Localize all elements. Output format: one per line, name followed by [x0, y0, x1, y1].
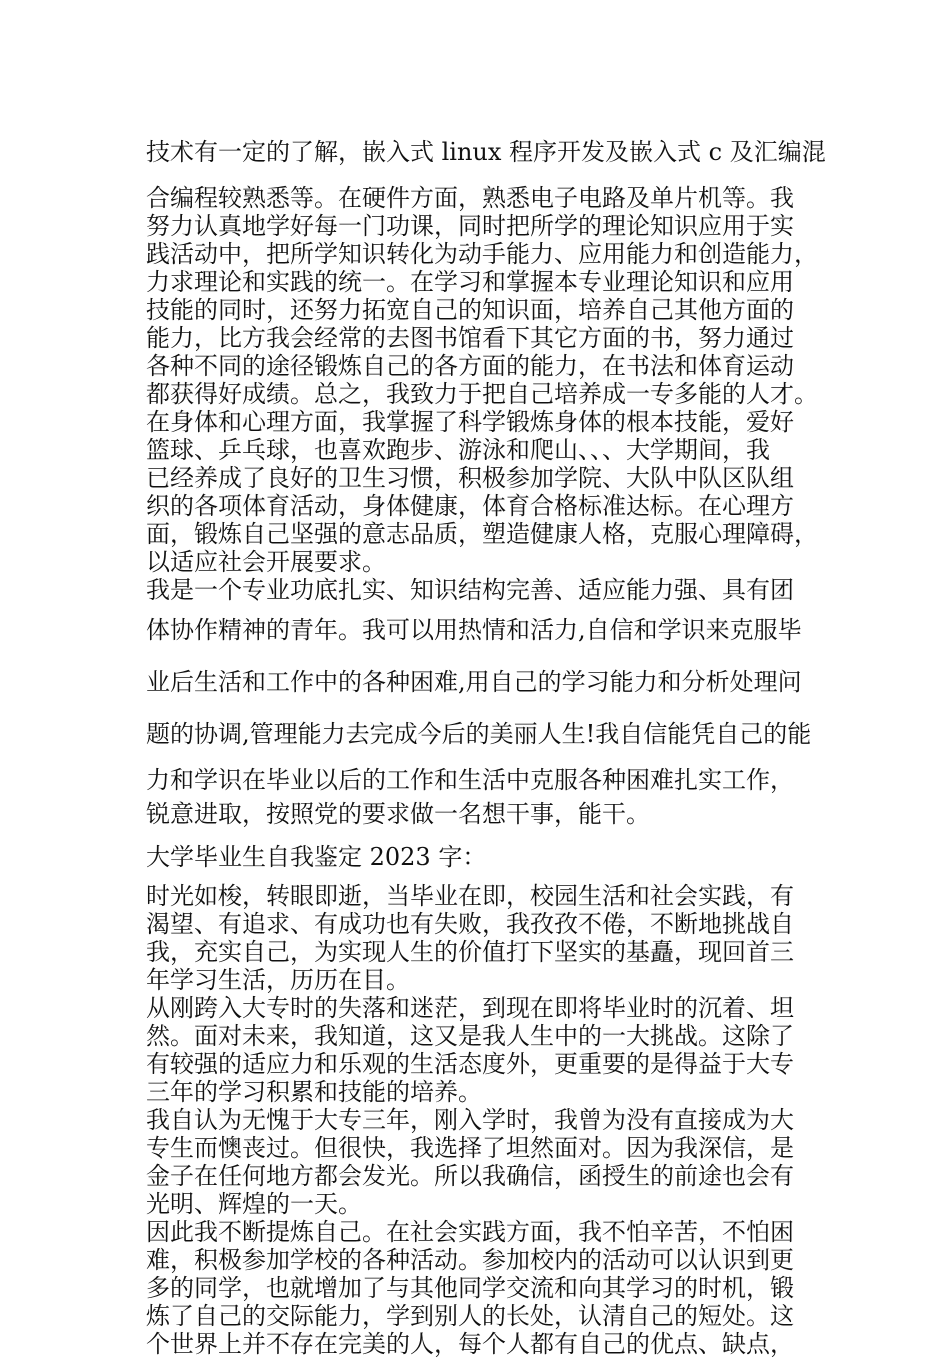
body-text-line: 然。面对未来，我知道，这又是我人生中的一大挑战。这除了 — [146, 1022, 794, 1050]
body-text-line: 技能的同时，还努力拓宽自己的知识面，培养自己其他方面的 — [146, 296, 794, 324]
body-text-line: 我是一个专业功底扎实、知识结构完善、适应能力强、具有团 — [146, 576, 794, 604]
body-text-line: 织的各项体育活动，身体健康，体育合格标准达标。在心理方 — [146, 492, 794, 520]
body-text-line: 以适应社会开展要求。 — [146, 548, 386, 576]
body-text-line: 个世界上并不存在完美的人，每个人都有自己的优点、缺点， — [146, 1330, 794, 1358]
body-text-line: 在身体和心理方面，我掌握了科学锻炼身体的根本技能，爱好 — [146, 408, 794, 436]
body-text-line: 因此我不断提炼自己。在社会实践方面，我不怕辛苦，不怕困 — [146, 1218, 794, 1246]
body-text-line: 多的同学，也就增加了与其他同学交流和向其学习的时机，锻 — [146, 1274, 794, 1302]
body-text-line: 篮球、乒乓球，也喜欢跑步、游泳和爬山、、、大学期间，我 — [146, 436, 770, 464]
body-text-line: 从刚跨入大专时的失落和迷茫，到现在即将毕业时的沉着、坦 — [146, 994, 794, 1022]
section-heading: 大学毕业生自我鉴定 2023 字： — [146, 843, 487, 871]
body-text-line: 践活动中，把所学知识转化为动手能力、应用能力和创造能力， — [146, 240, 818, 268]
body-text-line: 已经养成了良好的卫生习惯，积极参加学院、大队中队区队组 — [146, 464, 794, 492]
body-text-line: 努力认真地学好每一门功课，同时把所学的理论知识应用于实 — [146, 212, 794, 240]
body-text-line: 题的协调,管理能力去完成今后的美丽人生!我自信能凭自己的能 — [146, 720, 812, 748]
body-text-line: 锐意进取，按照党的要求做一名想干事，能干。 — [146, 800, 650, 828]
body-text-line: 年学习生活，历历在目。 — [146, 966, 410, 994]
body-text-line: 炼了自己的交际能力，学到别人的长处，认清自己的短处。这 — [146, 1302, 794, 1330]
body-text-line: 难，积极参加学校的各种活动。参加校内的活动可以认识到更 — [146, 1246, 794, 1274]
body-text-line: 金子在任何地方都会发光。所以我确信，函授生的前途也会有 — [146, 1162, 794, 1190]
body-text-line: 业后生活和工作中的各种困难,用自己的学习能力和分析处理问 — [146, 668, 802, 696]
document-body — [146, 132, 836, 1358]
body-text-line: 三年的学习积累和技能的培养。 — [146, 1078, 482, 1106]
body-text-line: 能力，比方我会经常的去图书馆看下其它方面的书，努力通过 — [146, 324, 794, 352]
body-text-line: 我自认为无愧于大专三年，刚入学时，我曾为没有直接成为大 — [146, 1106, 794, 1134]
body-text-line: 力和学识在毕业以后的工作和生活中克服各种困难扎实工作， — [146, 766, 794, 794]
body-text-line: 力求理论和实践的统一。在学习和掌握本专业理论知识和应用 — [146, 268, 794, 296]
body-text-line: 有较强的适应力和乐观的生活态度外，更重要的是得益于大专 — [146, 1050, 794, 1078]
body-text-line: 合编程较熟悉等。在硬件方面，熟悉电子电路及单片机等。我 — [146, 184, 794, 212]
body-text-line: 技术有一定的了解，嵌入式 linux 程序开发及嵌入式 c 及汇编混 — [146, 138, 826, 166]
body-text-line: 各种不同的途径锻炼自己的各方面的能力，在书法和体育运动 — [146, 352, 794, 380]
body-text-line: 专生而懊丧过。但很快，我选择了坦然面对。因为我深信，是 — [146, 1134, 794, 1162]
body-text-line: 体协作精神的青年。我可以用热情和活力,自信和学识来克服毕 — [146, 616, 802, 644]
body-text-line: 光明、辉煌的一天。 — [146, 1190, 362, 1218]
body-text-line: 我，充实自己，为实现人生的价值打下坚实的基矗，现回首三 — [146, 938, 794, 966]
body-text-line: 时光如梭，转眼即逝，当毕业在即，校园生活和社会实践，有 — [146, 882, 794, 910]
body-text-line: 面，锻炼自己坚强的意志品质，塑造健康人格，克服心理障碍， — [146, 520, 818, 548]
body-text-line: 渴望、有追求、有成功也有失败，我孜孜不倦，不断地挑战自 — [146, 910, 794, 938]
body-text-line: 都获得好成绩。总之，我致力于把自己培养成一专多能的人才。 — [146, 380, 818, 408]
